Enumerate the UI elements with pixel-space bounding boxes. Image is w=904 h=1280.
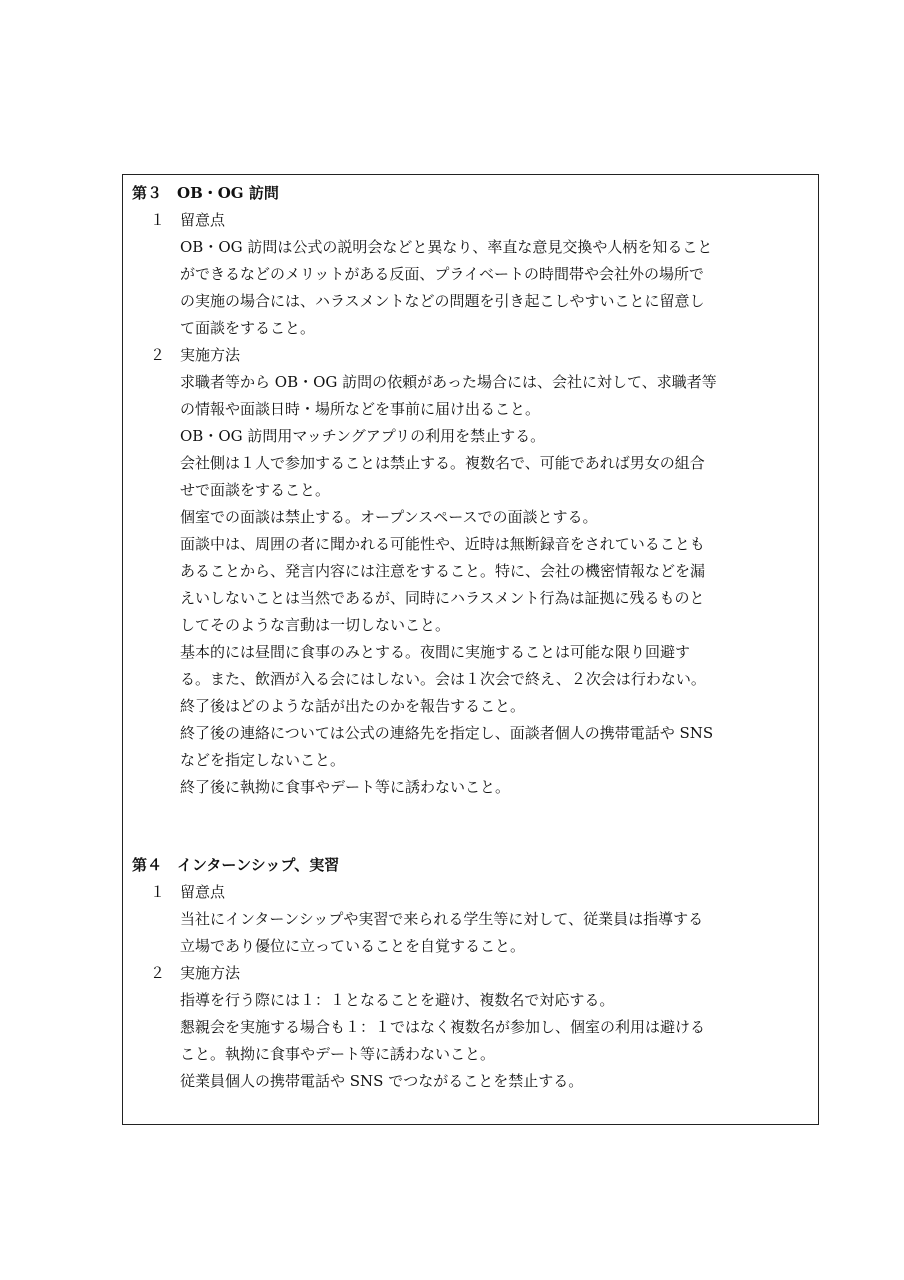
section3-item2-line: してそのような言動は一切しないこと。 bbox=[180, 616, 451, 634]
section4-item1-line: 立場であり優位に立っていることを自覚すること。 bbox=[180, 937, 526, 955]
section4-item2-line: 指導を行う際には１：１となることを避け、複数名で対応する。 bbox=[180, 991, 615, 1009]
section3-item2-line: る。また、飲酒が入る会にはしない。会は１次会で終え、２次会は行わない。 bbox=[180, 670, 706, 688]
section4-item2-number: ２ bbox=[150, 964, 166, 982]
section4-item2-line: 懇親会を実施する場合も１：１ではなく複数名が参加し、個室の利用は避ける bbox=[180, 1018, 706, 1036]
section4-item1-number: １ bbox=[150, 883, 166, 901]
section3-item2-line: 終了後の連絡については公式の連絡先を指定し、面談者個人の携帯電話や SNS bbox=[180, 724, 714, 742]
section3-item1-line: の実施の場合には、ハラスメントなどの問題を引き起こしやすいことに留意し bbox=[180, 292, 705, 310]
section3-item2-line: 求職者等から OB・OG 訪問の依頼があった場合には、会社に対して、求職者等 bbox=[180, 373, 717, 391]
section4-item2-line: こと。執拗に食事やデート等に誘わないこと。 bbox=[180, 1045, 496, 1063]
section4-heading: 第４ インターンシップ、実習 bbox=[132, 856, 340, 874]
section3-item1-line: ができるなどのメリットがある反面、プライベートの時間帯や会社外の場所で bbox=[180, 265, 704, 283]
section3-item2-line: 終了後に執拗に食事やデート等に誘わないこと。 bbox=[180, 778, 511, 796]
section3-item2-line: の情報や面談日時・場所などを事前に届け出ること。 bbox=[180, 400, 541, 418]
section4-item2-title: 実施方法 bbox=[180, 964, 241, 982]
section3-item2-line: 会社側は１人で参加することは禁止する。複数名で、可能であれば男女の組合 bbox=[180, 454, 705, 472]
policy-box bbox=[122, 174, 819, 1125]
section3-item2-line: などを指定しないこと。 bbox=[180, 751, 346, 769]
section3-item1-number: １ bbox=[150, 211, 166, 229]
section3-item2-line: OB・OG 訪問用マッチングアプリの利用を禁止する。 bbox=[180, 427, 546, 445]
section4-item1-title: 留意点 bbox=[180, 883, 226, 901]
section3-item2-title: 実施方法 bbox=[180, 346, 241, 364]
section3-item2-line: せで面談をすること。 bbox=[180, 481, 331, 499]
section3-heading: 第３ OB・OG 訪問 bbox=[132, 184, 279, 202]
section3-item2-number: ２ bbox=[150, 346, 166, 364]
section3-item1-title: 留意点 bbox=[180, 211, 226, 229]
section3-item2-line: 基本的には昼間に食事のみとする。夜間に実施することは可能な限り回避す bbox=[180, 643, 691, 661]
section3-item2-line: 面談中は、周囲の者に聞かれる可能性や、近時は無断録音をされていることも bbox=[180, 535, 705, 553]
section3-item2-line: 終了後はどのような話が出たのかを報告すること。 bbox=[180, 697, 526, 715]
section4-item1-line: 当社にインターンシップや実習で来られる学生等に対して、従業員は指導する bbox=[180, 910, 704, 928]
section3-item1-line: て面談をすること。 bbox=[180, 319, 316, 337]
section3-item1-line: OB・OG 訪問は公式の説明会などと異なり、率直な意見交換や人柄を知ること bbox=[180, 238, 713, 256]
section3-item2-line: えいしないことは当然であるが、同時にハラスメント行為は証拠に残るものと bbox=[180, 589, 705, 607]
section4-item2-line: 従業員個人の携帯電話や SNS でつながることを禁止する。 bbox=[180, 1072, 584, 1090]
section3-item2-line: あることから、発言内容には注意をすること。特に、会社の機密情報などを漏 bbox=[180, 562, 706, 580]
section3-item2-line: 個室での面談は禁止する。オープンスペースでの面談とする。 bbox=[180, 508, 598, 526]
